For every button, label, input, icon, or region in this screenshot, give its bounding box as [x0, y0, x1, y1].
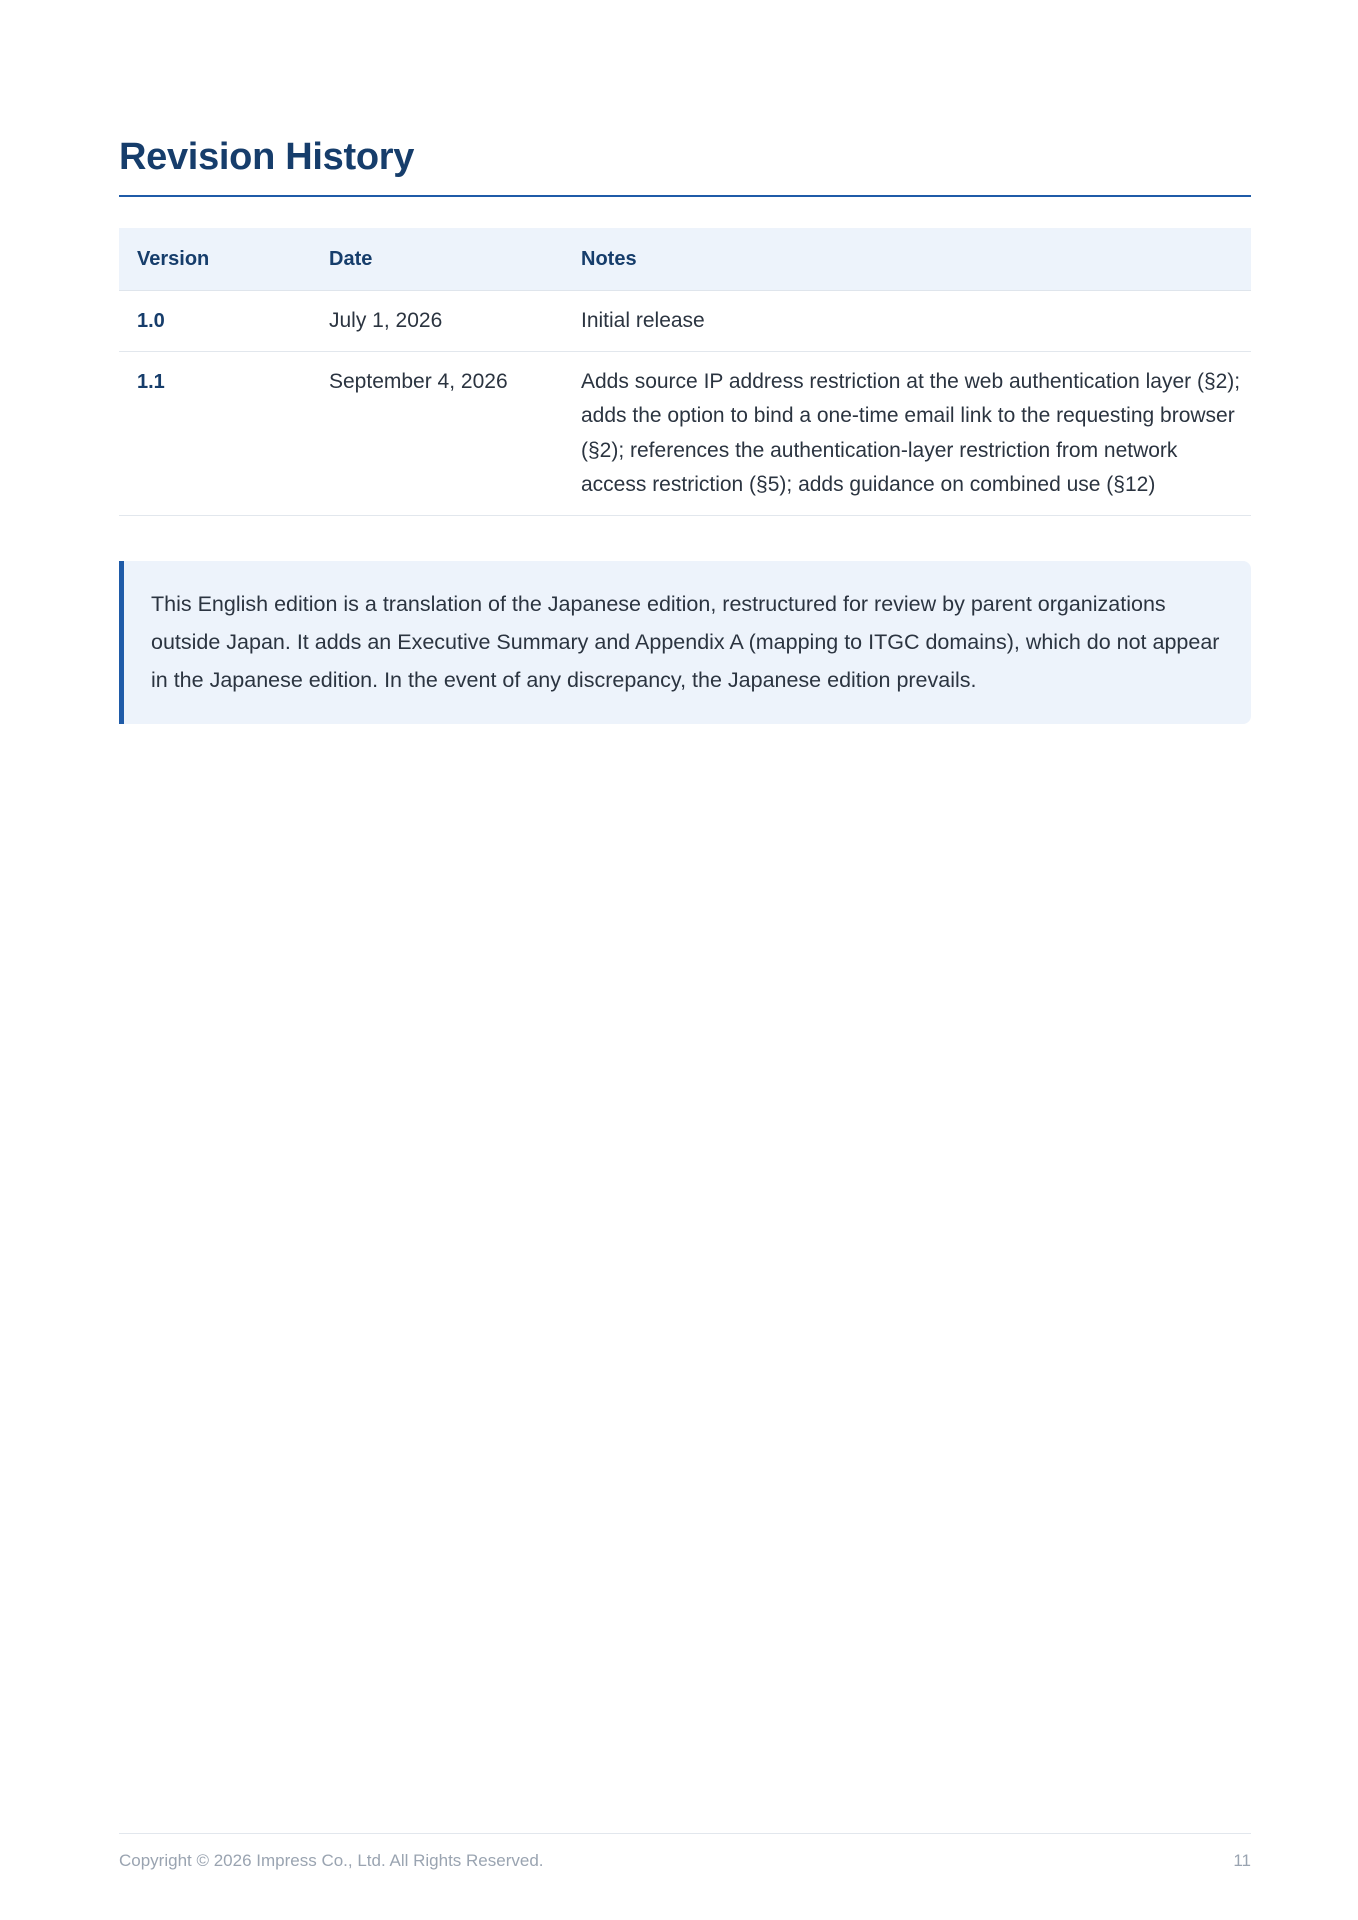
- version-cell: 1.1: [119, 351, 311, 515]
- footer-divider: [119, 1833, 1251, 1834]
- column-header-date: Date: [311, 228, 563, 291]
- title-divider: [119, 195, 1251, 197]
- translation-note-callout: [119, 561, 1251, 724]
- column-header-notes: Notes: [563, 228, 1251, 291]
- version-cell: 1.0: [119, 291, 311, 352]
- revision-history-table: [119, 228, 1251, 516]
- column-header-version: Version: [119, 228, 311, 291]
- table-row: [119, 351, 1251, 515]
- document-page: [119, 0, 1251, 1920]
- date-cell: September 4, 2026: [311, 351, 563, 515]
- translation-note-text: This English edition is a translation of the Japanese edition, restructured for review by parent organizations outside Japan. It adds an Executive Summary and Appendix A (mapping to ITGC domains), which do not appear in the Japanese edition. In the event of any discrepancy, the Japanese edition prevails.: [151, 592, 1220, 692]
- date-cell: July 1, 2026: [311, 291, 563, 352]
- notes-cell: Initial release: [563, 291, 1251, 352]
- table-row: [119, 291, 1251, 352]
- footer-copyright: Copyright © 2026 Impress Co., Ltd. All Rights Reserved.: [119, 1851, 544, 1870]
- table-header-row: [119, 228, 1251, 291]
- page-number: 11: [1233, 1851, 1251, 1870]
- page-title: Revision History: [119, 136, 415, 178]
- notes-cell: Adds source IP address restriction at the web authentication layer (§2); adds the option to bind a one-time email link to the requesting browser (§2); references the authentication-layer restriction from network access restriction (§5); adds guidance on combined use (§12): [563, 351, 1251, 515]
